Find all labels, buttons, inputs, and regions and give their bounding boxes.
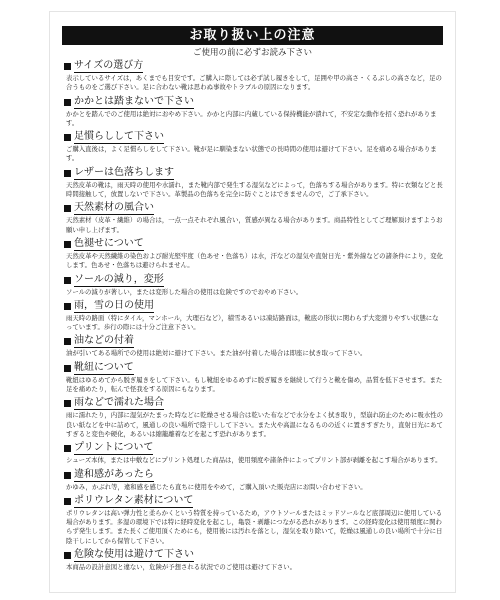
section-title: 靴紐について	[74, 361, 134, 373]
square-bullet-icon	[64, 400, 71, 407]
square-bullet-icon	[64, 170, 71, 177]
section-heading	[64, 549, 444, 562]
square-bullet-icon	[64, 241, 71, 248]
caution-section	[64, 60, 444, 93]
square-bullet-icon	[64, 277, 71, 284]
section-title: レザーは色落ちします	[74, 166, 174, 178]
section-heading	[64, 300, 444, 313]
caution-section	[64, 202, 444, 235]
section-heading	[64, 397, 444, 410]
section-title: かかとは踏まないで下さい	[74, 95, 194, 107]
section-title: 危険な使用は避けて下さい	[74, 549, 194, 561]
caution-section	[64, 167, 444, 200]
caution-section	[64, 549, 444, 572]
subtitle: ご使用の前に必ずお読み下さい	[192, 48, 312, 58]
section-heading	[64, 238, 444, 251]
caution-section	[64, 442, 444, 465]
section-heading	[64, 362, 444, 375]
caution-section	[64, 495, 444, 546]
section-body: 雨に濡れたり，内部に湿気がたまった時などに乾燥させる場合は乾いた布などで水分をよく拭き取り，型崩れ防止のために吸水性の良い紙などを中に詰めて，風通しの良い場所で陰干しして下さい。また火や高温になるものの近くに置きすぎたり，直射日光にあてすぎると変色や硬化，あるいは縮籠離着などを起こす恐れがあります。	[66, 411, 444, 438]
square-bullet-icon	[64, 205, 71, 212]
section-body: 天然皮革や天然繊維の染色および耐光堅牢度（色あせ・色落ち）は水，汗などの湿気や直射日光・紫外線などの諸条件により，変化します。色あせ・色落ちは避けられません。	[66, 251, 444, 270]
section-title: サイズの選び方	[74, 60, 144, 71]
square-bullet-icon	[64, 472, 71, 479]
section-title: 雨などで濡れた場合	[74, 397, 164, 409]
section-title: 天然素材の風合い	[74, 202, 154, 214]
section-heading	[64, 495, 444, 508]
section-heading	[64, 60, 444, 73]
caution-section	[64, 335, 444, 358]
caution-section	[64, 238, 444, 271]
section-title: プリントについて	[74, 442, 154, 454]
square-bullet-icon	[64, 498, 71, 505]
caution-section	[64, 131, 444, 164]
section-heading	[64, 202, 444, 215]
section-heading	[64, 442, 444, 455]
square-bullet-icon	[64, 134, 71, 141]
section-body: 油が引いてある場所での使用は絶対に避けて下さい。また油が付着した場合は即座に拭き取って下さい。	[66, 349, 367, 358]
square-bullet-icon	[64, 303, 71, 310]
section-body: かかとを踏んでのご使用は絶対におやめ下さい。かかと内部に内蔵している保持機能が潰れて，不安定な動作を招く恐れがあります。	[66, 109, 437, 127]
sections-list	[64, 60, 444, 575]
section-heading	[64, 96, 444, 109]
caution-section	[64, 397, 444, 439]
section-heading	[64, 469, 444, 482]
square-bullet-icon	[64, 338, 71, 345]
section-title: 雨，雪の日の使用	[74, 299, 154, 311]
square-bullet-icon	[64, 552, 71, 559]
header-title: お取り扱い上の注意	[62, 26, 443, 45]
section-body: ソールの減りが著しい，または変形した場合の使用は危険ですのでおやめ下さい。	[66, 287, 303, 296]
square-bullet-icon	[64, 99, 71, 106]
section-body: 雨天時の路面（特にタイル，マンホール，大理石など），積雪あるいは凍結路面は，靴底の形状に関わらず大変滑りやすい状態になっています。歩行の際には十分ご注意下さい。	[66, 313, 439, 332]
section-body: 天然素材（皮革・繊維）の場合は，一点一点それぞれ風合い，質感が異なる場合があります。商品特性としてご理解頂けますようお願い申し上げます。	[66, 216, 443, 234]
caution-section	[64, 362, 444, 395]
square-bullet-icon	[64, 445, 71, 452]
section-body: 本商品の設計意図と違ない，危険が予想される状況でのご使用は避けて下さい。	[66, 563, 297, 572]
section-heading	[64, 335, 444, 348]
square-bullet-icon	[64, 63, 71, 70]
section-heading	[64, 274, 444, 287]
square-bullet-icon	[64, 365, 71, 372]
section-heading	[64, 167, 444, 180]
caution-section	[64, 469, 444, 492]
section-body: 靴紐はゆるめてから脱ぎ履きをして下さい。もし靴紐をゆるめずに脱ぎ履きを継続して行うと靴を傷め，品質を低下させます。また足を痛めたり，転んで怪我をする原因にもなります。	[66, 375, 443, 394]
caution-section	[64, 96, 444, 129]
caution-section	[64, 274, 444, 297]
section-body: 表示しているサイズは，あくまでも目安です。ご購入に際しては必ず試し履きをして，足囲や甲の高さ・くるぶしの高さなど，足の合うものをご選び下さい。足に合わない靴は思わぬ事故やトラブルの原因になります。	[66, 74, 442, 92]
section-body: ご購入直後は，よく足慣らしをして下さい。靴が足に馴染まない状態での長時間の使用は避けて下さい。足を痛める場合があります。	[66, 145, 437, 163]
section-title: ソールの減り，変形	[74, 273, 164, 285]
section-body: かゆみ，かぶれ等，違和感を感じたら直ちに使用をやめて，ご購入頂いた販売店にお問い合わせ下さい。	[66, 482, 367, 491]
section-body: 天然皮革の靴は，雨天時の使用や水濡れ，また靴内部で発生する湿気などによって，色落ちする場合があります。特に衣類などと長時間接触して，放置しないで下さい。革製品の色落ちを完全に防ぐことはできませんので，ご了承下さい。	[66, 180, 443, 199]
section-title: ポリウレタン素材について	[74, 494, 194, 506]
section-title: 違和感があったら	[74, 468, 154, 480]
section-body: シューズ本体，または中敷などにプリント処理した商品は，使用頻度や諸条件によってプリント部が剥離を起こす場合があります。	[66, 456, 442, 465]
section-title: 足慣らしして下さい	[74, 131, 164, 143]
caution-section	[64, 300, 444, 333]
section-title: 油などの付着	[74, 335, 134, 347]
instruction-sheet	[50, 12, 455, 592]
section-body: ポリウレタンは高い弾力性と柔らかくという特質を持っているため，アウトソールまたはミッドソールなど底部周辺に使用している場合があります。多湿の環境下では特に経時変化を起こし，亀裂・剥離につながる恐れがあります。この経時変化は使用頻度に関わらず発生します。また長くご使用頂くためにも，使用後には汚れを落とし，湿気を取り除いて，乾燥は風通しの良い場所で十分に日陰干しにしてから保管して下さい。	[66, 508, 443, 545]
section-title: 色褪せについて	[74, 237, 144, 249]
section-heading	[64, 131, 444, 144]
